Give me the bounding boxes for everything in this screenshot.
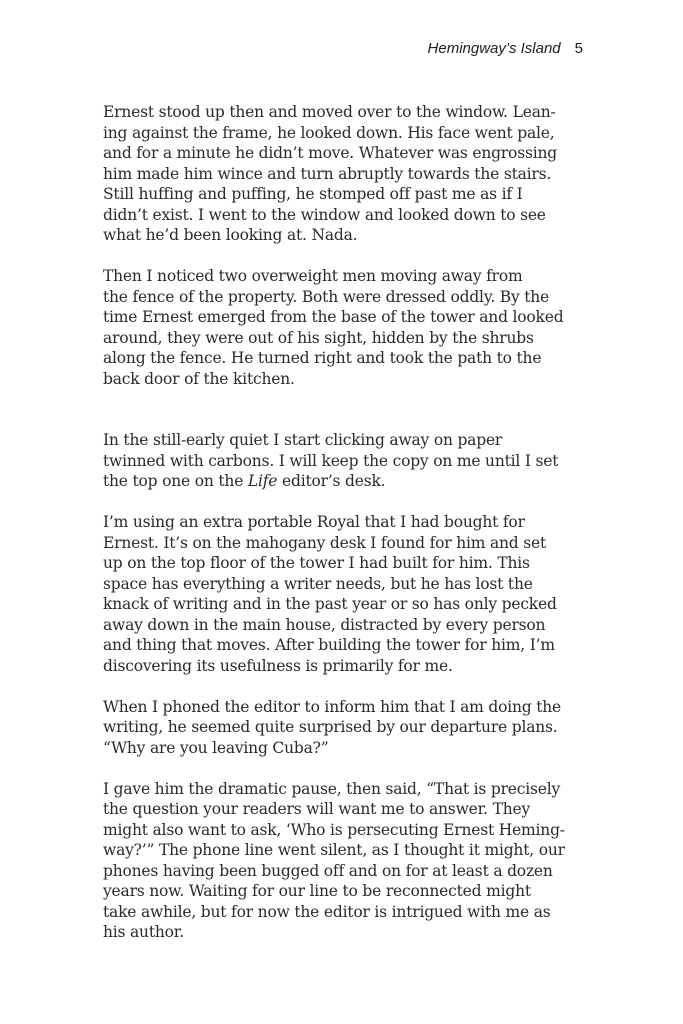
page-number: 5 <box>574 40 583 57</box>
paragraph-two-men: Then I noticed two overweight men moving away from the fence of the property. Both were dressed oddly. By the time Ernest emerged from the base of the tower and looked around, they were out of his sight, hidden by the shrubs along the fence. He turned right and took the path to the back door of the kitchen. <box>103 267 564 388</box>
paragraph-window: Ernest stood up then and moved over to the window. Lean- ing against the frame, he looked down. His face went pale, and for a minute he didn’t move. Whatever was engrossing him made him wince and turn abruptly towards the stairs. Still huffing and puffing, he stomped off past me as if I didn’t exist. I went to the window and looked down to see what he’d been looking at. Nada. <box>103 103 557 244</box>
section-break <box>103 410 583 431</box>
magazine-title: Life <box>247 472 278 490</box>
paragraph-dramatic-pause: I gave him the dramatic pause, then said, “That is precisely the question your readers will want me to answer. They might also want to ask, ‘Who is persecuting Ernest Heming- way?’” The phone line went silent, as I thought it might, our phones having been bugged off and on for at least a dozen years now. Waiting for our line to be reconnected might take awhile, but for now the editor is intrigued with me as his author. <box>103 779 565 941</box>
paragraph-carbons-end: editor’s desk. <box>277 472 386 490</box>
running-header <box>428 40 583 57</box>
paragraph-carbons <box>103 430 583 492</box>
body-text <box>103 102 583 963</box>
paragraph-carbons-text: In the still-early quiet I start clicking away on paper twinned with carbons. I will keep the copy on me until I set the top one on the <box>103 431 559 490</box>
paragraph-royal: I’m using an extra portable Royal that I had bought for Ernest. It’s on the mahogany desk I found for him and set up on the top floor of the tower I had built for him. This space has everything a writer needs, but he has lost the knack of writing and in the past year or so has only pecked away down in the main house, distracted by every person and thing that moves. After building the tower for him, I’m discovering its usefulness is primarily for me. <box>103 513 557 675</box>
book-title: Hemingway’s Island <box>427 40 561 57</box>
paragraph-editor-call: When I phoned the editor to inform him that I am doing the writing, he seemed quite surprised by our departure plans. “Why are you leaving Cuba?” <box>103 697 561 757</box>
